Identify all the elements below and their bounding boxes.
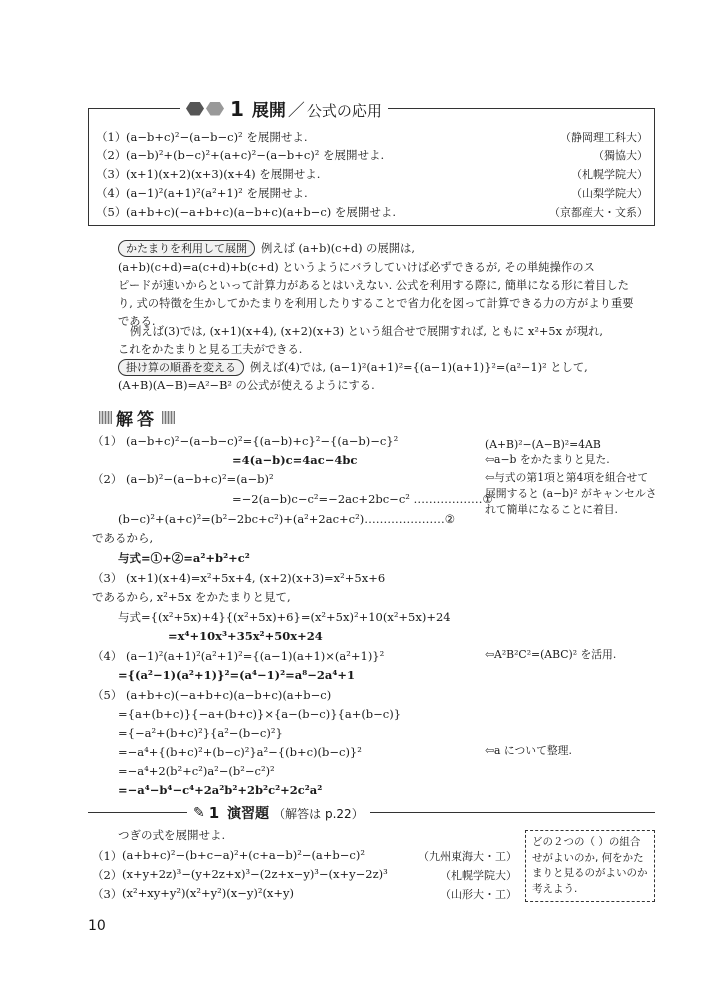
problem-number: 1 (230, 96, 244, 121)
hint-line: (A+B)(A−B)=A²−B² の公式が使えるようにする. (118, 379, 375, 392)
exercise-rule-left (88, 812, 188, 813)
answer-line: =−a⁴+{(b+c)²+(b−c)²}a²−{(b+c)(b−c)}² (118, 745, 362, 759)
hint-label-lump: かたまりを利用して展開 (118, 240, 255, 257)
answer-line: 与式=①+②=a²+b²+c² (118, 551, 250, 565)
answer-line: （1） (a−b+c)²−(a−b−c)²={(a−b)+c}²−{(a−b)−c}² (92, 434, 399, 448)
problem-item: （4） (a−1)²(a+1)²(a²+1)² を展開せよ. （山梨学院大） (96, 186, 648, 200)
answer-line: （4） (a−1)²(a+1)²(a²+1)²={(a−1)(a+1)×(a²+1)}² (92, 649, 385, 663)
side-note: (A+B)²−(A−B)²=4AB (485, 438, 601, 451)
hint-line: 掛け算の順番を変える 例えば(4)では, (a−1)²(a+1)²={(a−1)(a+1)}²=(a²−1)² として, (118, 359, 588, 377)
problem-item: （5） (a+b+c)(−a+b+c)(a−b+c)(a+b−c) を展開せよ. （京都産大・文系） (96, 205, 648, 219)
side-note: ⇦与式の第1項と第4項を組合せて展開すると (a−b)² がキャンセルされて簡単になることに着目. (485, 471, 657, 516)
answer-line: =−a⁴+2(b²+c²)a²−(b²−c²)² (118, 764, 275, 778)
problem-heading (180, 96, 388, 121)
problem-item: （1） (a−b+c)²−(a−b−c)² を展開せよ. （静岡理工科大） (96, 130, 648, 144)
answer-line: 与式={(x²+5x)+4}{(x²+5x)+6}=(x²+5x)²+10(x²+5x)+24 (118, 610, 451, 624)
pencil-icon: ✎ (193, 805, 205, 821)
problem-item: （3） (x+1)(x+2)(x+3)(x+4) を展開せよ. （札幌学院大） (96, 167, 648, 181)
exercise-item: （1） (a+b+c)²−(b+c−a)²+(c+a−b)²−(a+b−c)² （九州東海大・工） (92, 848, 517, 863)
exercise-intro: つぎの式を展開せよ. (118, 828, 226, 842)
answer-line: であるから, (92, 531, 154, 545)
hatched-square-icon (162, 411, 175, 424)
hint-line: ピードが速いからといって計算力があるとはいえない. 公式を利用する際に, 簡単になる形に着目した (118, 279, 629, 292)
hexagon-icon (186, 102, 204, 116)
answer-line: =−a⁴−b⁴−c⁴+2a²b²+2b²c²+2c²a² (118, 783, 323, 797)
answer-line: =4(a−b)c=4ac−4bc (232, 453, 358, 467)
answer-line: （2） (a−b)²−(a−b+c)²=(a−b)² (92, 472, 274, 486)
side-note: ⇦a について整理. (485, 744, 572, 757)
answer-line: ={a+(b+c)}{−a+(b+c)}×{a−(b−c)}{a+(b−c)} (118, 707, 402, 721)
problem-title: 展開 ／ 公式の応用 (251, 101, 382, 121)
side-note: ⇦a−b をかたまりと見た. (485, 453, 610, 466)
answer-heading: 解答 (95, 405, 179, 430)
answer-line: =x⁴+10x³+35x²+50x+24 (168, 629, 323, 643)
hint-line: り, 式の特徴を生かしてかたまりを利用したりすることで省力化を図って計算できる力の方がより重要 (118, 297, 634, 310)
hint-line: である. (118, 315, 156, 328)
answer-line: ={(a²−1)(a²+1)}²=(a⁴−1)²=a⁸−2a⁴+1 (118, 668, 356, 682)
hint-label-order: 掛け算の順番を変える (118, 359, 244, 376)
answer-line: （3） (x+1)(x+4)=x²+5x+4, (x+2)(x+3)=x²+5x+6 (92, 571, 386, 585)
exercise-rule-right (340, 812, 655, 813)
problem-item: （2） (a−b)²+(b−c)²+(a+c)²−(a−b+c)² を展開せよ. （獨協大） (96, 148, 648, 162)
hatched-square-icon (99, 411, 112, 424)
exercise-number: 1 (208, 804, 220, 822)
hint-line: (a+b)(c+d)=a(c+d)+b(c+d) というようにバラしていけば必ずできるが, その単純操作のス (118, 261, 595, 274)
hint-line: これをかたまりと見る工夫ができる. (118, 343, 303, 356)
exercise-answer-ref: （解答は p.22） (273, 806, 364, 821)
exercise-title: 演習題 (227, 806, 270, 822)
answer-line: (b−c)²+(a+c)²=(b²−2bc+c²)+(a²+2ac+c²)…………………② (118, 512, 456, 526)
answer-line: であるから, x²+5x をかたまりと見て, (92, 590, 291, 604)
answer-line: =−2(a−b)c−c²=−2ac+2bc−c² ………………① (232, 492, 493, 506)
exercise-item: （2） (x+y+2z)³−(y+2z+x)³−(2z+x−y)³−(x+y−2z)³ （札幌学院大） (92, 867, 517, 882)
page-number: 10 (88, 918, 106, 934)
exercise-heading (187, 803, 370, 823)
hint-line: 例えば(3)では, (x+1)(x+4), (x+2)(x+3) という組合せで展開すれば, ともに x²+5x が現れ, (130, 325, 604, 338)
tip-box: どの２つの（ ）の組合せがよいのか, 何をかたまりと見るのがよいのか考えよう. (525, 830, 655, 902)
answer-line: （5） (a+b+c)(−a+b+c)(a−b+c)(a+b−c) (92, 688, 332, 702)
hexagon-icon-light (206, 102, 224, 116)
answer-line: ={−a²+(b+c)²}{a²−(b−c)²} (118, 726, 283, 740)
side-note: ⇦A²B²C²=(ABC)² を活用. (485, 648, 617, 661)
hint-line: かたまりを利用して展開 例えば (a+b)(c+d) の展開は, (118, 240, 415, 258)
exercise-item: （3） (x²+xy+y²)(x²+y²)(x−y)²(x+y) （山形大・工） (92, 886, 517, 901)
